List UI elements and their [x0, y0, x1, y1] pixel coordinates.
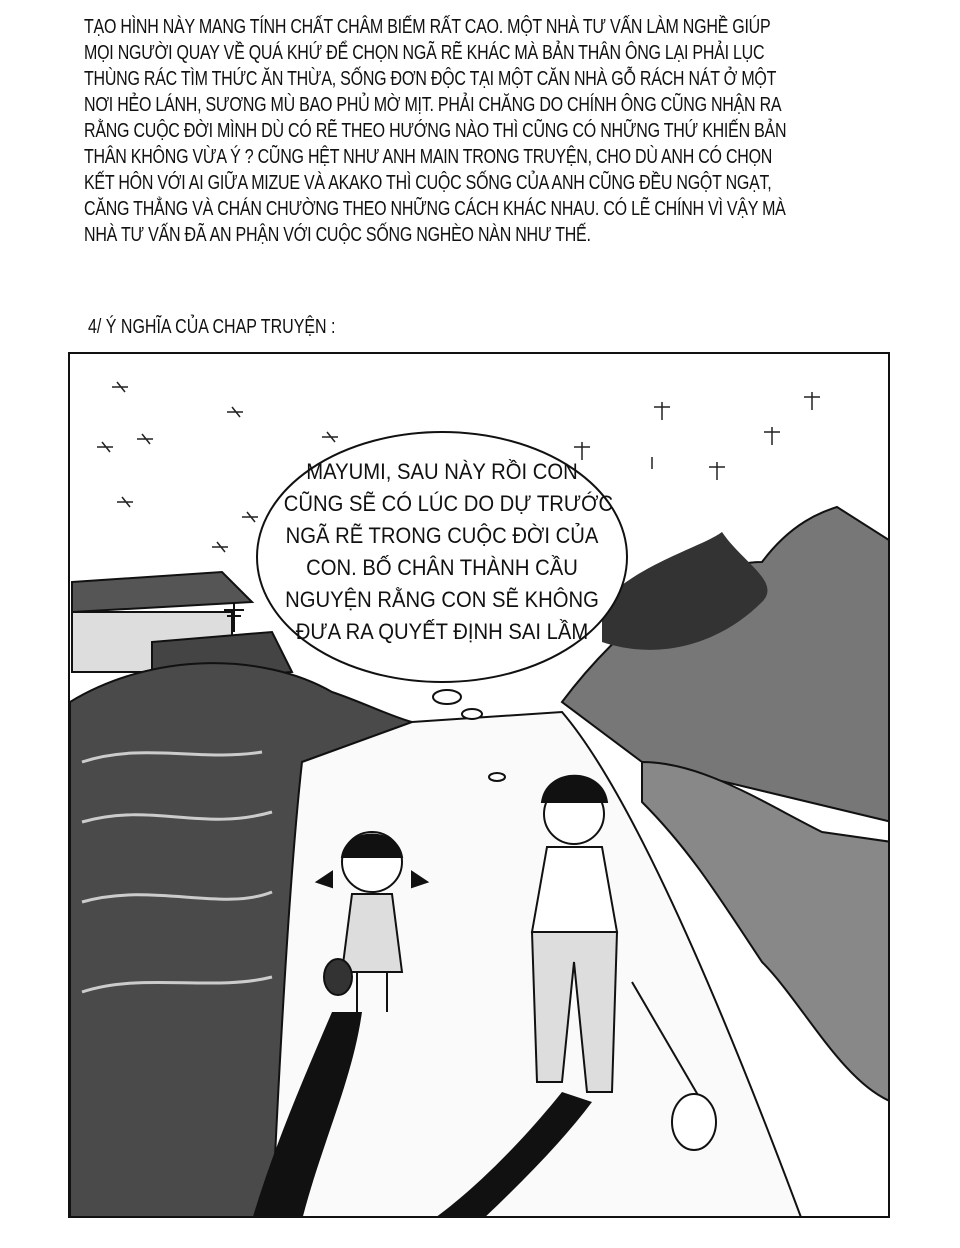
speech-line: NGÃ RẼ TRONG CUỘC ĐỜI CỦA — [285, 523, 599, 548]
manga-panel — [68, 352, 890, 1218]
commentary-paragraph — [84, 14, 960, 248]
commentary-line: CĂNG THẲNG VÀ CHÁN CHƯỜNG THEO NHỮNG CÁCH KHÁC NHAU. CÓ LẼ CHÍNH VÌ VẬY MÀ — [84, 198, 786, 220]
speech-line: CŨNG SẼ CÓ LÚC DO DỰ TRƯỚC — [283, 491, 614, 516]
speech-line: NGUYỆN RẰNG CON SẼ KHÔNG — [285, 587, 599, 612]
speech-bubble-text — [270, 456, 614, 648]
commentary-line: KẾT HÔN VỚI AI GIỮA MIZUE VÀ AKAKO THÌ CUỘC SỐNG CỦA ANH CŨNG ĐỀU NGỘT NGẠT, — [84, 172, 772, 194]
speech-line: MAYUMI, SAU NÀY RỒI CON — [306, 459, 578, 484]
commentary-line: MỌI NGƯỜI QUAY VỀ QUÁ KHỨ ĐỂ CHỌN NGÃ RẼ KHÁC MÀ BẢN THÂN ÔNG LẠI PHẢI LỤC — [84, 42, 765, 64]
section-heading: 4/ Ý NGHĨA CỦA CHAP TRUYỆN : — [88, 316, 336, 338]
speech-line: CON. BỐ CHÂN THÀNH CẦU — [306, 555, 578, 580]
commentary-line: NƠI HẺO LÁNH, SƯƠNG MÙ BAO PHỦ MỜ MỊT. PHẢI CHĂNG DO CHÍNH ÔNG CŨNG NHẬN RA — [84, 94, 782, 116]
commentary-line: TẠO HÌNH NÀY MANG TÍNH CHẤT CHÂM BIẾM RẤT CAO. MỘT NHÀ TƯ VẤN LÀM NGHỀ GIÚP — [84, 16, 771, 38]
speech-line: ĐƯA RA QUYẾT ĐỊNH SAI LẦM — [295, 619, 589, 644]
commentary-line: THÙNG RÁC TÌM THỨC ĂN THỪA, SỐNG ĐƠN ĐỘC TẠI MỘT CĂN NHÀ GỖ RÁCH NÁT Ở MỘT — [84, 68, 777, 90]
commentary-line: THÂN KHÔNG VỪA Ý ? CŨNG HỆT NHƯ ANH MAIN TRONG TRUYỆN, CHO DÙ ANH CÓ CHỌN — [84, 146, 773, 168]
commentary-line: RẰNG CUỘC ĐỜI MÌNH DÙ CÓ RẼ THEO HƯỚNG NÀO THÌ CŨNG CÓ NHỮNG THỨ KHIẾN BẢN — [84, 120, 787, 142]
commentary-line: NHÀ TƯ VẤN ĐÃ AN PHẬN VỚI CUỘC SỐNG NGHÈO NÀN NHƯ THẾ. — [84, 224, 591, 246]
